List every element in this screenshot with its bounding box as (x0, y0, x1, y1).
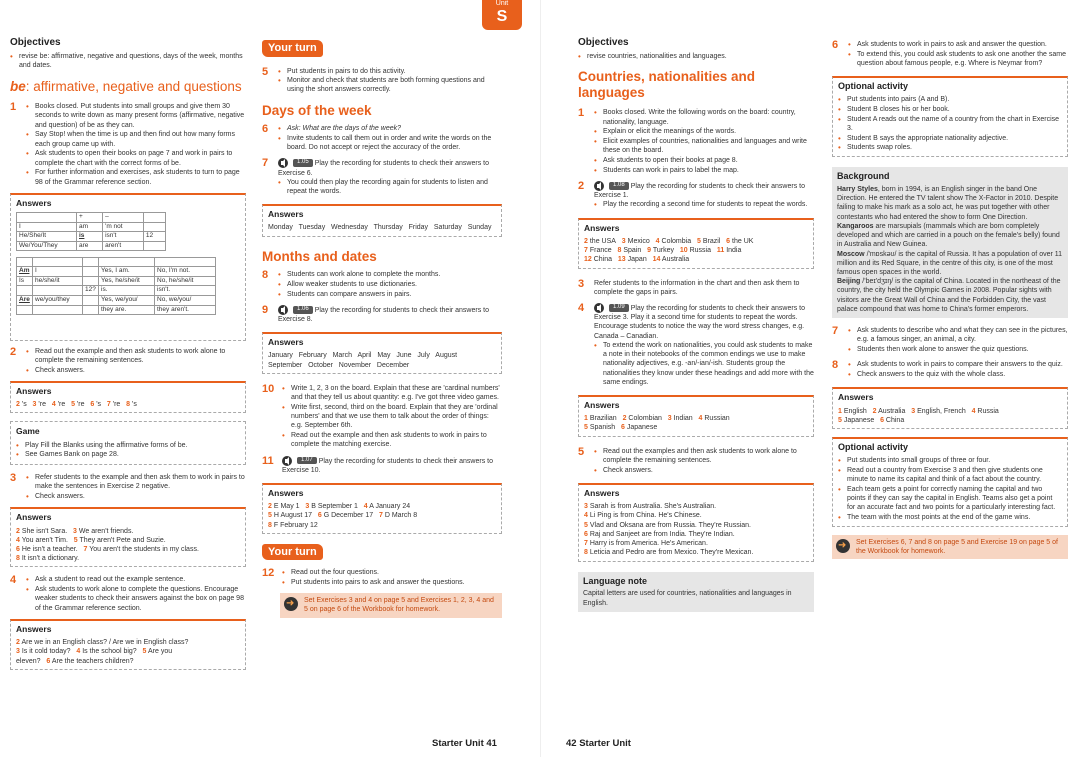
step-4 (578, 303, 814, 387)
step-5 (578, 447, 814, 475)
answers-box-quiz: Answers 1 English 2 Australia 3 English, French 4 Russia 5 Japanese 6 China (832, 387, 1068, 429)
grammar-table-affirmative (16, 212, 166, 251)
unit-label: Unit (495, 0, 509, 7)
answers-box-months (262, 332, 502, 374)
step-item: • Allow weaker students to use dictionaries. (278, 280, 502, 289)
page-footer-right: 42 Starter Unit (566, 738, 631, 749)
step-number: 3 (578, 277, 585, 290)
background-para: Beijing /'beɪ'dʒɪŋ/ is the capital of China. Located in the northeast of the country, the city held the Olympic Games in 2008. Popular sights with visitors are the Great Wall of China and the Forbidden City, the vast palace compound that was home to China's former emperors. (837, 278, 1061, 313)
step-text: Play the recording for students to check their answers to Exercise 3. Play it a second time for students to repeat the words. Encourage students to notice the way the word stress changes, e.g. Canada – Canadian. (594, 304, 805, 340)
step-item: • Ask students to open their books on page 7 and work in pairs to complete the chart with the correct forms of be. (26, 149, 246, 167)
months-title: Months and dates (262, 248, 377, 264)
step-item: • Check answers. (594, 466, 814, 475)
step-number: 10 (262, 382, 275, 395)
step-item: • Elicit examples of countries, nationalities and languages and write these on the board. (594, 137, 814, 155)
section-title: Countries, nationalities and languages (578, 69, 756, 100)
activity-item: • Students swap roles. (838, 143, 1062, 152)
answers-box-nationalities: Answers 1 Brazilian 2 Colombian 3 Indian 4 Russian 5 Spanish 6 Japanese (578, 395, 814, 437)
step-text: Play the recording for students to check their answers to Exercise 10. (282, 457, 493, 474)
step-item: • Students can work in pairs to label the map. (594, 166, 814, 175)
step-number: 4 (10, 574, 17, 587)
step-number: 5 (262, 65, 269, 78)
step-item: • Ask: What are the days of the week? (278, 124, 502, 133)
track-number: 1.06 (293, 306, 313, 314)
answers-box-days (262, 204, 502, 236)
answers-text: Monday Tuesday Wednesday Thursday Friday Saturday Sunday (268, 224, 492, 232)
activity-item: • The team with the most points at the end of the game wins. (838, 513, 1062, 522)
step-item: • Check answers. (26, 366, 246, 375)
activity-item: • Put students into pairs (A and B). (838, 95, 1062, 104)
answers-title: Answers (16, 623, 52, 634)
section-title (10, 79, 246, 95)
step-3 (10, 473, 246, 501)
step-item: • Play the recording a second time for students to repeat the words. (594, 200, 814, 209)
table-cell: No, he/she/it (155, 276, 216, 286)
days-title: Days of the week (262, 102, 372, 118)
table-cell: Am (17, 267, 33, 277)
table-cell: am (77, 222, 103, 232)
answers-title: Answers (584, 399, 620, 410)
step-number: 2 (10, 345, 17, 358)
step-number: 8 (832, 359, 839, 372)
arrow-icon (836, 539, 850, 553)
table-cell: – (103, 213, 144, 223)
answers-box-3: Answers 2 She isn't Sara. 3 We aren't friends. 4 You aren't Tim. 5 They aren't Pete and Suzie. 6 He isn't a teacher. 7 You aren't the students in my class. 8 It isn't a dictionary. (10, 507, 246, 567)
column-3 (578, 36, 814, 612)
activity-item: • Student A reads out the name of a country from the chart in Exercise 3. (838, 115, 1062, 133)
track-number: 1.08 (609, 182, 629, 190)
table-cell: We/You/They (17, 241, 77, 251)
audio-speaker-icon[interactable] (278, 158, 291, 168)
step-8 (262, 270, 502, 299)
step-1 (578, 108, 814, 175)
table-cell: is. (99, 286, 155, 296)
optional-activity-title: Optional activity (838, 81, 909, 92)
table-cell: Are (17, 296, 33, 306)
step-6 (262, 124, 502, 152)
step-number: 3 (10, 472, 17, 485)
step-text: Refer students to the information in the chart and then ask them to complete the gaps in pairs. (594, 279, 800, 296)
answers-row: 2 's 3 're 4 're 5 're 6 's 7 're 8 's (16, 401, 137, 409)
step-number: 5 (578, 445, 585, 458)
step-number: 7 (832, 325, 839, 338)
game-item: • See Games Bank on page 28. (16, 450, 240, 459)
language-note-text: Capital letters are used for countries, nationalities and languages in English. (583, 590, 792, 607)
step-number: 1 (10, 101, 17, 114)
table-cell: No, I'm not. (155, 267, 216, 277)
step-number: 8 (262, 269, 269, 282)
step-number: 6 (262, 123, 269, 136)
step-text: Play the recording for students to check their answers to Exercise 1. (594, 182, 805, 200)
background-box (832, 167, 1068, 318)
step-6 (832, 40, 1068, 68)
background-para: Harry Styles, born in 1994, is an English singer in the band One Direction. He entered the TV talent show The X-Factor in 2010. Despite failing to make his mark as a solo act, he was put together with other contestants who had entered the show to form One Direction. (837, 185, 1059, 221)
table-cell: He/She/It (17, 232, 77, 242)
table-cell: Yes, I am. (99, 267, 155, 277)
audio-speaker-icon[interactable] (282, 456, 295, 466)
column-1 (10, 36, 246, 670)
step-item: • To extend the work on nationalities, you could ask students to make a note in their notebooks of the common endings we use to make nationality adjectives, e.g. -an/-ian/-ish. Students group the nationalities they know under these headings and add more with the same endings. (594, 341, 814, 387)
table-cell: 'm not (103, 222, 144, 232)
game-item: • Play Fill the Blanks using the affirmative forms of be. (16, 441, 240, 450)
homework-note (832, 535, 1068, 559)
audio-speaker-icon[interactable] (594, 181, 607, 191)
your-turn-banner: Your turn (262, 40, 323, 57)
arrow-icon (284, 597, 298, 611)
background-para: Kangaroos are marsupials (mammals which are born completely developed and which are carried in a pouch on the female's belly) found in Australia and New Guinea. (837, 222, 1060, 249)
table-cell: I (17, 222, 77, 232)
step-item: • Read out the example and then ask students to work alone to complete the remaining sentences. (26, 347, 246, 365)
unit-badge (482, 0, 522, 30)
step-item: • Ask a student to read out the example sentence. (26, 575, 246, 584)
step-4 (10, 575, 246, 612)
answers-title: Answers (268, 487, 304, 498)
your-turn-banner: Your turn (262, 544, 323, 561)
homework-text: Set Exercises 3 and 4 on page 5 and Exercises 1, 2, 3, 4 and 5 on page 6 of the Workbook for homework. (304, 597, 494, 614)
step-item: • Ask students to describe who and what they can see in the pictures, e.g. a famous singer, an animal, a city. (848, 326, 1068, 344)
table-cell: Yes, he/she/it (99, 276, 155, 286)
answers-title: Answers (16, 385, 52, 396)
step-item: • Read out the example and then ask students to work in pairs to complete the matching exercise. (282, 431, 502, 449)
step-item: • Put students into pairs to ask and answer the questions. (282, 578, 502, 587)
answers-title: Answers (268, 337, 304, 348)
column-2 (262, 40, 502, 618)
step-7 (832, 326, 1068, 354)
answers-title: Answers (16, 197, 52, 208)
step-text: Play the recording for students to check their answers to Exercise 6. (278, 160, 489, 177)
step-item: • Write 1, 2, 3 on the board. Explain that these are 'cardinal numbers' and that they tell us about quantity: e.g. I've got three video games. (282, 384, 502, 402)
homework-note (280, 593, 502, 617)
table-cell: are (77, 241, 103, 251)
table-cell: + (77, 213, 103, 223)
optional-activity-title: Optional activity (838, 442, 909, 452)
step-number: 6 (832, 39, 839, 51)
answers-title: Answers (268, 209, 304, 220)
step-item: • Students then work alone to answer the quiz questions. (848, 345, 1068, 354)
table-cell: isn't (103, 232, 144, 242)
step-item: • Monitor and check that students are both forming questions and using the short answers correctly. (278, 76, 502, 94)
step-item: • Ask students to work in pairs to compare their answers to the quiz. (848, 360, 1068, 369)
language-note-title: Language note (583, 575, 648, 586)
table-cell: aren't (103, 241, 144, 251)
optional-activity-1 (832, 76, 1068, 157)
step-number: 9 (262, 303, 269, 316)
background-title: Background (837, 170, 890, 181)
activity-item: • Read out a country from Exercise 3 and then give students one minute to name its capital and think of a fact about the country. (838, 466, 1062, 484)
step-item: • To extend this, you could ask students to ask one another the same question about famous people, e.g. Where is Neymar from? (848, 50, 1068, 68)
step-2 (10, 347, 246, 375)
step-item: • Books closed. Put students into small groups and give them 30 seconds to write down as many present forms (affirmative, negative and question) of be as they can. (26, 102, 246, 130)
step-item: • Books closed. Write the following words on the board: country, nationality, language. (594, 108, 814, 126)
audio-speaker-icon[interactable] (278, 305, 291, 315)
step-12 (262, 568, 502, 587)
title-be: be (10, 78, 26, 94)
table-cell: No, we/you/ (155, 296, 216, 306)
answers-title: Answers (838, 392, 874, 403)
title-rest: : affirmative, negative and questions (25, 78, 242, 94)
step-item: • Put students in pairs to do this activity. (278, 67, 502, 76)
column-4 (832, 40, 1068, 559)
objectives-text: • revise be: affirmative, negative and questions, days of the week, months and dates. (10, 52, 246, 70)
step-1 (10, 102, 246, 187)
step-item: • Refer students to the example and then ask them to work in pairs to make the sentences in Exercise 2 negative. (26, 473, 246, 491)
step-number: 11 (262, 454, 274, 467)
activity-item: • Student B closes his or her book. (838, 105, 1062, 114)
step-item: • For further information and exercises, ask students to turn to page 98 of the Grammar reference section. (26, 168, 246, 186)
step-number: 2 (578, 180, 585, 193)
step-number: 12 (262, 567, 275, 580)
language-note (578, 572, 814, 612)
track-number: 1.09 (609, 304, 629, 312)
step-number: 7 (262, 157, 269, 170)
answers-box-countries: Answers 2 the USA 3 Mexico 4 Colombia 5 Brazil 6 the UK 7 France 8 Spain 9 Turkey 10 Russia 11 India 12 China 13 Japan 14 Australia (578, 218, 814, 269)
step-item: • Ask students to work alone to complete the questions. Encourage weaker students to check their answers against the box on page 98 of the Grammar reference section. (26, 585, 246, 613)
step-item: • Explain or elicit the meanings of the words. (594, 127, 814, 136)
step-item: • Ask students to work in pairs to ask and answer the question. (848, 40, 1068, 49)
answers-box-grammar (10, 193, 246, 341)
step-2 (578, 181, 814, 210)
activity-item: • Put students into small groups of three or four. (838, 456, 1062, 465)
answers-title: Answers (16, 512, 52, 523)
answers-text: January February March April May June July August September October November December (268, 352, 463, 369)
page-gutter (540, 0, 541, 757)
step-item: • Check answers. (26, 492, 246, 501)
step-item: • Invite students to call them out in order and write the words on the board. Do not accept or reject the accuracy of the order. (278, 134, 502, 152)
table-cell: 12 (143, 232, 165, 242)
background-para: Moscow /'mɒskəʊ/ is the capital of Russia. It has a population of over 11 million and its Red Square, in the centre of this city, is one of the most famous open spaces in the world. (837, 250, 1063, 276)
answers-box-4: Answers 2 Are we in an English class? / Are we in English class? 3 Is it cold today? 4 Is the school big? 5 Are you eleven? 6 Are the teachers children? (10, 619, 246, 670)
unit-letter: S (496, 8, 508, 25)
track-number: 1.07 (297, 457, 317, 465)
game-box (10, 421, 246, 465)
step-item: • Check answers to the quiz with the whole class. (848, 370, 1068, 379)
table-cell: isn't. (155, 286, 216, 296)
step-item: • Read out the four questions. (282, 568, 502, 577)
table-cell: 12? (83, 286, 99, 296)
step-item: • Ask students to open their books at page 8. (594, 156, 814, 165)
page-footer-left: Starter Unit 41 (432, 738, 497, 749)
table-cell: they aren't. (155, 305, 216, 315)
step-item: • Read out the examples and then ask students to work alone to complete the remaining sentences. (594, 447, 814, 465)
table-cell: we/you/they (33, 296, 83, 306)
game-title: Game (16, 426, 40, 437)
activity-item: • Student B says the appropriate nationality adjective. (838, 134, 1062, 143)
step-text: Play the recording for students to check their answers to Exercise 8. (278, 306, 489, 323)
answers-box-2 (10, 381, 246, 413)
table-cell: Is (17, 276, 33, 286)
step-item: • Write first, second, third on the board. Explain that they are 'ordinal numbers' and that we use them to talk about the order of things: e.g. September 6th. (282, 403, 502, 431)
step-3 (578, 279, 814, 297)
objectives-title: Objectives (10, 37, 61, 48)
step-number: 4 (578, 302, 585, 315)
table-cell: is (77, 232, 103, 242)
step-5 (262, 67, 502, 95)
step-item: • You could then play the recording again for students to listen and repeat the words. (278, 178, 502, 196)
step-9 (262, 305, 502, 324)
step-10 (262, 384, 502, 450)
step-item: • Students can compare answers in pairs. (278, 290, 502, 299)
audio-speaker-icon[interactable] (594, 303, 607, 313)
step-number: 1 (578, 107, 585, 120)
optional-activity-2 (832, 437, 1068, 527)
objectives-title: Objectives (578, 37, 629, 48)
step-7 (262, 158, 502, 196)
grammar-table-questions (16, 257, 216, 315)
step-11 (262, 456, 502, 475)
objectives-text: • revise countries, nationalities and languages. (578, 52, 814, 61)
table-cell: they are. (99, 305, 155, 315)
step-8 (832, 360, 1068, 379)
homework-text: Set Exercises 6, 7 and 8 on page 5 and Exercise 19 on page 5 of the Workbook for homework. (856, 538, 1058, 555)
track-number: 1.05 (293, 159, 313, 167)
table-cell: I (33, 267, 83, 277)
step-item: • Say Stop! when the time is up and then find out how many forms each group came up with. (26, 130, 246, 148)
activity-item: • Each team gets a point for correctly naming the capital and two points if they can say the capital in English. Teams also get a point for an accurate fact and two points for a particularly interesting fact. (838, 485, 1062, 513)
answers-box-sentences: Answers 3 Sarah is from Australia. She's Australian. 4 Li Ping is from China. He's Chinese. 5 Vlad and Oksana are from Russia. They're Russian. 6 Raj and Sanjeet are from India. They're Indian. 7 Harry is from America. He's American. 8 Leticia and Pedro are from Mexico. They're Mexican. (578, 483, 814, 562)
step-item: • Students can work alone to complete the months. (278, 270, 502, 279)
answers-box-dates: Answers 2 E May 1 3 B September 1 4 A January 24 5 H August 17 6 G December 17 7 D March 8 8 F February 12 (262, 483, 502, 534)
table-cell: he/she/it (33, 276, 83, 286)
answers-title: Answers (584, 487, 620, 498)
table-cell: Yes, we/you/ (99, 296, 155, 306)
answers-title: Answers (584, 222, 620, 233)
